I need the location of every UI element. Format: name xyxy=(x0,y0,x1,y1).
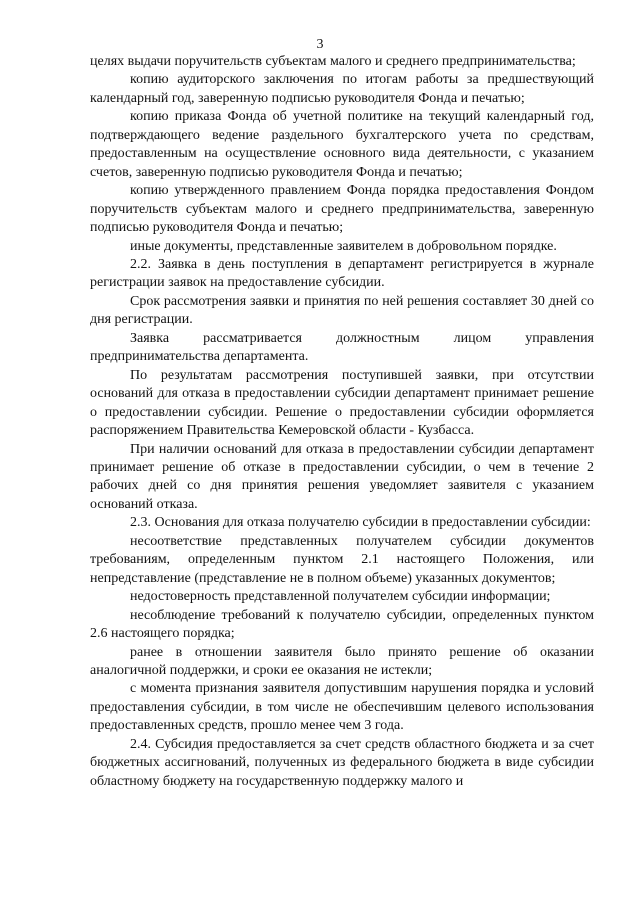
paragraph: целях выдачи поручительств субъектам малого и среднего предпринимательства; xyxy=(90,54,576,69)
paragraph: копию приказа Фонда об учетной политике на текущий календарный год, подтверждающего ведение раздельного бухгалтерского учета по средствам, предоставленным на осуществление основного вида деятельности, с указанием счетов, заверенную подписью руководителя Фонда и печатью; xyxy=(90,109,594,180)
document-body xyxy=(90,53,594,791)
paragraph: копию аудиторского заключения по итогам работы за предшествующий календарный год, заверенную подписью руководителя Фонда и печатью; xyxy=(90,72,594,106)
page-number: 3 xyxy=(316,37,324,52)
paragraph: По результатам рассмотрения поступившей заявки, при отсутствии оснований для отказа в предоставлении субсидии департамент принимает решение о предоставлении субсидии. Решение о предоставлении субсидии оформляется распоряжением Правительства Кемеровской области - Кузбасса. xyxy=(90,367,594,439)
paragraph: 2.3. Основания для отказа получателю субсидии в предоставлении субсидии: xyxy=(130,515,591,531)
paragraph: ранее в отношении заявителя было принято решение об оказании аналогичной поддержки, и сроки ее оказания не истекли; xyxy=(90,644,594,678)
paragraph: с момента признания заявителя допустившим нарушения порядка и условий предоставления субсидии, в том числе не обеспечившим целевого использования предоставленных средств, прошло менее чем 3 года. xyxy=(90,681,594,734)
paragraph: иные документы, представленные заявителем в добровольном порядке. xyxy=(130,238,557,254)
paragraph: копию утвержденного правлением Фонда порядка предоставления Фондом поручительств субъектам малого и среднего предпринимательства, заверенную подписью руководителя Фонда и печатью; xyxy=(90,183,594,236)
paragraph: При наличии оснований для отказа в предоставлении субсидии департамент принимает решение об отказе в предоставлении субсидии, о чем в течение 2 рабочих дней со дня принятия решения уведомляет заявителя с указанием оснований отказа. xyxy=(90,441,594,512)
paragraph: несоблюдение требований к получателю субсидии, определенных пунктом 2.6 настоящего порядка; xyxy=(90,607,594,642)
paragraph: Заявка рассматривается должностным лицом управления предпринимательства департамента. xyxy=(90,330,594,365)
paragraph: 2.4. Субсидия предоставляется за счет средств областного бюджета и за счет бюджетных ассигнований, полученных из федерального бюджета в виде субсидии областному бюджету на государственную поддержку малого и xyxy=(90,736,594,789)
paragraph: Срок рассмотрения заявки и принятия по ней решения составляет 30 дней со дня регистрации. xyxy=(90,293,594,328)
paragraph: 2.2. Заявка в день поступления в департамент регистрируется в журнале регистрации заявок на предоставление субсидии. xyxy=(90,256,594,291)
paragraph: несоответствие представленных получателем субсидии документов требованиям, определенным пунктом 2.1 настоящего Положения, или непредставление (представление не в полном объеме) указанных документов; xyxy=(90,533,594,586)
paragraph: недостоверность представленной получателем субсидии информации; xyxy=(130,589,551,605)
